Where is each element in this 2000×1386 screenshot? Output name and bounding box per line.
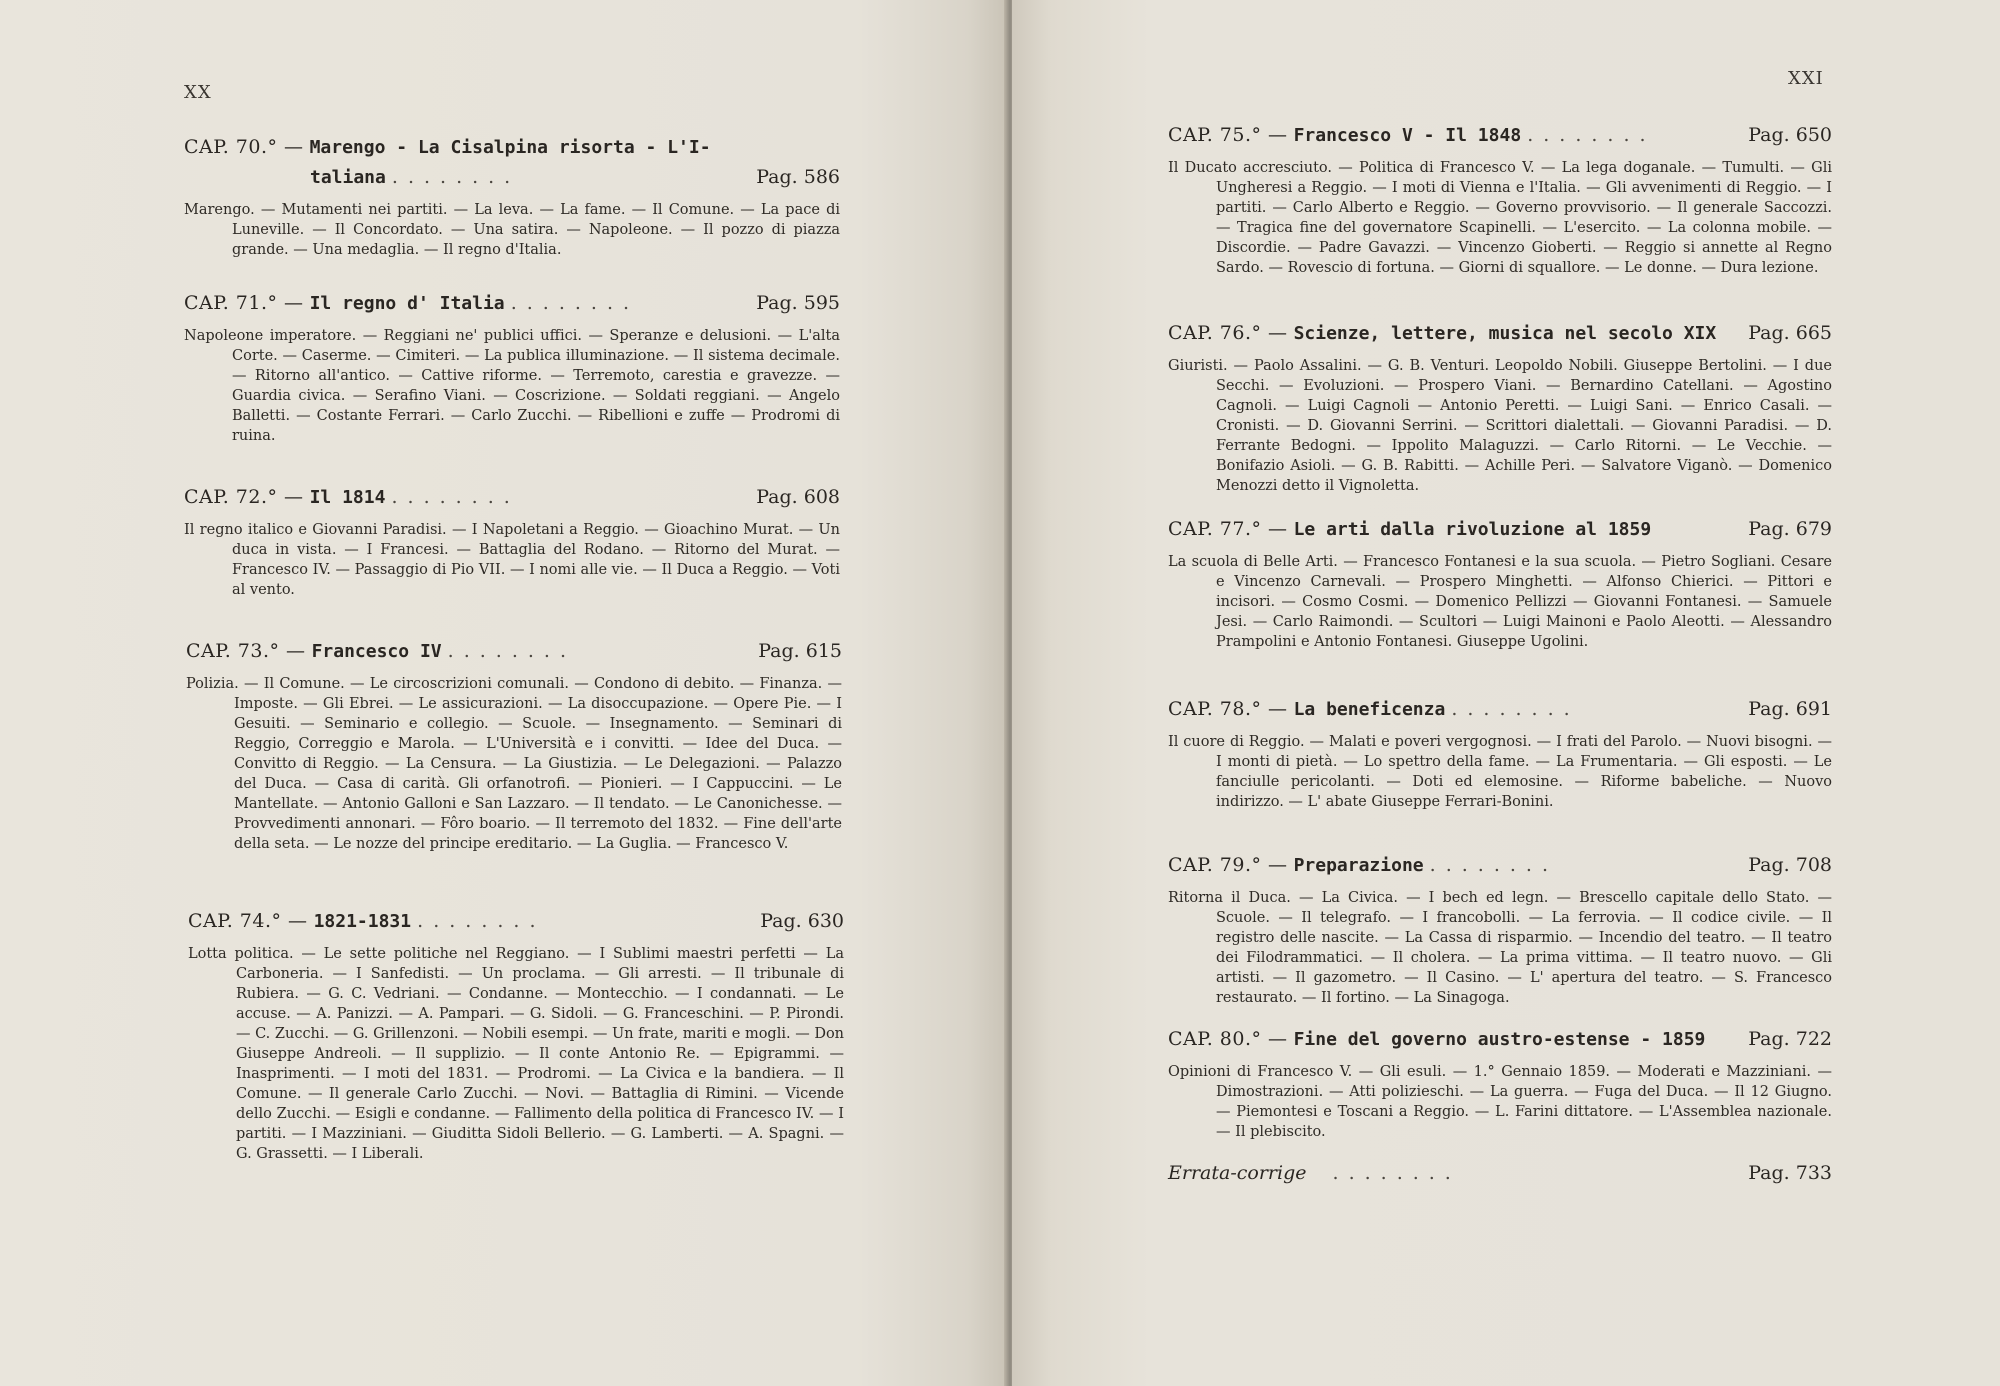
- chapter-70-number: CAP. 70.° —: [184, 136, 304, 158]
- chapter-72-title: Il 1814: [309, 487, 386, 508]
- chapter-75-title: Francesco V - Il 1848: [1293, 125, 1522, 146]
- chapter-73-summary: Polizia. — Il Comune. — Le circoscrizioni comunali. — Condono di debito. — Finanza. — Imposte. — Gli Ebrei. — Le assicurazioni. — La disoccupazione. — Opere Pie. — I Gesuiti. — Seminario e collegio. — Scuole. — Insegnamento. — Seminari di Reggio, Correggio e Marola. — L'Università e i convitti. — Idee del Duca. — Convitto di Reggio. — La Censura. — La Giustizia. — Le Delegazioni. — Palazzo del Duca. — Casa di carità. Gli orfanotrofi. — Pionieri. — I Cappuccini. — Le Mantellate. — Antonio Galloni e San Lazzaro. — Il tendato. — Le Canonichesse. — Provvedimenti annonari. — Fôro boario. — Il terremoto del 1832. — Fine dell'arte della seta. — Le nozze del principe ereditario. — La Guglia. — Francesco V.: [186, 676, 842, 852]
- chapter-75-heading: [1168, 122, 1832, 152]
- chapter-72-summary: Il regno italico e Giovanni Paradisi. — I Napoletani a Reggio. — Gioachino Murat. — Un duca in vista. — I Francesi. — Battaglia del Rodano. — Ritorno del Murat. — Francesco IV. — Passaggio di Pio VII. — I nomi alle vie. — Il Duca a Reggio. — Voti al vento.: [184, 522, 840, 598]
- chapter-75: [1168, 122, 1832, 278]
- chapter-73-page: Pag. 615: [758, 640, 842, 662]
- chapter-70-title-cont: taliana: [310, 167, 386, 188]
- chapter-74-heading: [188, 908, 844, 938]
- chapter-71-summary: Napoleone imperatore. — Reggiani ne' publici uffici. — Speranze e delusioni. — L'alta Corte. — Caserme. — Cimiteri. — La publica illuminazione. — Il sistema decimale. — Ritorno all'antico. — Cattive riforme. — Terremoto, carestia e gravezze. — Guardia civica. — Serafino Viani. — Coscrizione. — Soldati reggiani. — Angelo Balletti. — Costante Ferrari. — Carlo Zucchi. — Ribellioni e zuffe — Prodromi di ruina.: [184, 328, 840, 444]
- chapter-77-number: CAP. 77.° —: [1168, 518, 1288, 540]
- chapter-77-summary: La scuola di Belle Arti. — Francesco Fontanesi e la sua scuola. — Pietro Sogliani. Cesare e Vincenzo Carnevali. — Prospero Minghetti. — Alfonso Chierici. — Pittori e incisori. — Cosmo Cosmi. — Domenico Pellizzi — Giovanni Fontanesi. — Samuele Jesi. — Carlo Raimondi. — Scultori — Luigi Mainoni e Paolo Aleotti. — Alessandro Prampolini e Antonio Fontanesi. Giuseppe Ugolini.: [1168, 554, 1832, 650]
- chapter-72-page: Pag. 608: [756, 486, 840, 508]
- chapter-78-heading: [1168, 696, 1832, 726]
- right-folio: XXI: [1788, 68, 1824, 89]
- chapter-79-page: Pag. 708: [1748, 854, 1832, 876]
- dot-leader: ........: [1332, 1162, 1461, 1184]
- chapter-74-number: CAP. 74.° —: [188, 910, 308, 932]
- chapter-73: [186, 638, 842, 854]
- dot-leader: ........: [1527, 124, 1656, 146]
- chapter-73-heading: [186, 638, 842, 668]
- chapter-72-number: CAP. 72.° —: [184, 486, 304, 508]
- chapter-79-title: Preparazione: [1293, 855, 1424, 876]
- right-page: [1012, 0, 2000, 1386]
- chapter-76: [1168, 320, 1832, 496]
- chapter-77-heading: [1168, 516, 1832, 546]
- dot-leader: ........: [1429, 854, 1558, 876]
- chapter-78-summary: Il cuore di Reggio. — Malati e poveri vergognosi. — I frati del Parolo. — Nuovi bisogni. — I monti di pietà. — Lo spettro della fame. — La Frumentaria. — Gli esposti. — Le fanciulle pericolanti. — Doti ed elemosine. — Riforme babeliche. — Nuovo indirizzo. — L' abate Giuseppe Ferrari-Bonini.: [1168, 734, 1832, 810]
- chapter-75-summary: Il Ducato accresciuto. — Politica di Francesco V. — La lega doganale. — Tumulti. — Gli Ungheresi a Reggio. — I moti di Vienna e l'Italia. — Gli avvenimenti di Reggio. — I partiti. — Carlo Alberto e Reggio. — Governo provvisorio. — Il generale Saccozzi. — Tragica fine del governatore Scapinelli. — L'esercito. — La colonna mobile. — Discordie. — Padre Gavazzi. — Vincenzo Gioberti. — Reggio si annette al Regno Sardo. — Rovescio di fortuna. — Giorni di squallore. — Le donne. — Dura lezione.: [1168, 160, 1832, 276]
- chapter-79-summary: Ritorna il Duca. — La Civica. — I bech ed legn. — Brescello capitale dello Stato. — Scuole. — Il telegrafo. — I francobolli. — La ferrovia. — Il codice civile. — Il registro delle nascite. — La Cassa di risparmio. — Incendio del teatro. — Il teatro dei Filodrammatici. — Il cholera. — La prima vittima. — Il teatro nuovo. — Gli artisti. — Il gazometro. — Il Casino. — L' apertura del teatro. — S. Francesco restaurato. — Il fortino. — La Sinagoga.: [1168, 890, 1832, 1006]
- chapter-70-heading: [184, 134, 840, 164]
- chapter-80-summary: Opinioni di Francesco V. — Gli esuli. — 1.° Gennaio 1859. — Moderati e Mazziniani. — Dimostrazioni. — Atti polizieschi. — La guerra. — Fuga del Duca. — Il 12 Giugno. — Piemontesi e Toscani a Reggio. — L. Farini dittatore. — L'Assemblea nazionale. — Il plebiscito.: [1168, 1064, 1832, 1140]
- chapter-80: [1168, 1026, 1832, 1142]
- dot-leader: ........: [447, 640, 576, 662]
- chapter-70-heading-line2: [184, 164, 840, 194]
- chapter-76-title: Scienze, lettere, musica nel secolo XIX: [1293, 323, 1717, 344]
- dot-leader: ........: [510, 292, 640, 314]
- left-folio: XX: [184, 82, 212, 103]
- chapter-80-number: CAP. 80.° —: [1168, 1028, 1288, 1050]
- chapter-78-number: CAP. 78.° —: [1168, 698, 1288, 720]
- chapter-76-number: CAP. 76.° —: [1168, 322, 1288, 344]
- chapter-79-number: CAP. 79.° —: [1168, 854, 1288, 876]
- chapter-74-title: 1821-1831: [313, 911, 412, 932]
- dot-leader: ........: [391, 486, 520, 508]
- dot-leader: ........: [391, 166, 521, 188]
- chapter-77-title: Le arti dalla rivoluzione al 1859: [1293, 519, 1652, 540]
- chapter-73-number: CAP. 73.° —: [186, 640, 306, 662]
- chapter-70-page: Pag. 586: [756, 166, 840, 188]
- chapter-74: [188, 908, 844, 1164]
- chapter-71-heading: [184, 290, 840, 320]
- chapter-74-page: Pag. 630: [760, 910, 844, 932]
- chapter-80-page: Pag. 722: [1748, 1028, 1832, 1050]
- chapter-80-title: Fine del governo austro-estense - 1859: [1293, 1029, 1706, 1050]
- chapter-71-title: Il regno d' Italia: [309, 293, 505, 314]
- chapter-80-heading: [1168, 1026, 1832, 1056]
- chapter-71-page: Pag. 595: [756, 292, 840, 314]
- errata-corrige-entry: [1168, 1162, 1832, 1184]
- chapter-78-page: Pag. 691: [1748, 698, 1832, 720]
- errata-page: Pag. 733: [1748, 1162, 1832, 1184]
- chapter-73-title: Francesco IV: [311, 641, 442, 662]
- chapter-79-heading: [1168, 852, 1832, 882]
- chapter-78-title: La beneficenza: [1293, 699, 1446, 720]
- chapter-70-title: Marengo - La Cisalpina risorta - L'I-: [309, 137, 711, 158]
- chapter-75-number: CAP. 75.° —: [1168, 124, 1288, 146]
- dot-leader: ........: [417, 910, 546, 932]
- chapter-72: [184, 484, 840, 600]
- chapter-70: [184, 134, 840, 260]
- chapter-76-page: Pag. 665: [1748, 322, 1832, 344]
- chapter-71-number: CAP. 71.° —: [184, 292, 304, 314]
- chapter-74-summary: Lotta politica. — Le sette politiche nel Reggiano. — I Sublimi maestri perfetti — La Carboneria. — I Sanfedisti. — Un proclama. — Gli arresti. — Il tribunale di Rubiera. — G. C. Vedriani. — Condanne. — Montecchio. — I condannati. — Le accuse. — A. Panizzi. — A. Pampari. — G. Sidoli. — G. Franceschini. — P. Pirondi. — C. Zucchi. — G. Grillenzoni. — Nobili esempi. — Un frate, mariti e mogli. — Don Giuseppe Andreoli. — Il supplizio. — Il conte Antonio Re. — Epigrammi. — Inasprimenti. — I moti del 1831. — Prodromi. — La Civica e la bandiera. — Il Comune. — Il generale Carlo Zucchi. — Novi. — Battaglia di Rimini. — Vicende dello Zucchi. — Esigli e condanne. — Fallimento della politica di Francesco IV. — I partiti. — I Mazziniani. — Giuditta Sidoli Bellerio. — G. Lamberti. — A. Spagni. — G. Grassetti. — I Liberali.: [188, 946, 845, 1162]
- chapter-78: [1168, 696, 1832, 812]
- chapter-77: [1168, 516, 1832, 652]
- chapter-72-heading: [184, 484, 840, 514]
- chapter-71: [184, 290, 840, 446]
- chapter-70-summary: Marengo. — Mutamenti nei partiti. — La leva. — La fame. — Il Comune. — La pace di Luneville. — Il Concordato. — Una satira. — Napoleone. — Il pozzo di piazza grande. — Una medaglia. — Il regno d'Italia.: [184, 202, 840, 258]
- chapter-77-page: Pag. 679: [1748, 518, 1832, 540]
- chapter-79: [1168, 852, 1832, 1008]
- chapter-76-summary: Giuristi. — Paolo Assalini. — G. B. Venturi. Leopoldo Nobili. Giuseppe Bertolini. — I due Secchi. — Evoluzioni. — Prospero Viani. — Bernardino Catellani. — Agostino Cagnoli. — Luigi Cagnoli — Antonio Peretti. — Luigi Sani. — Enrico Casali. — Cronisti. — D. Giovanni Serrini. — Scrittori dialettali. — Giovanni Paradisi. — D. Ferrante Bedogni. — Ippolito Malaguzzi. — Carlo Ritorni. — Le Vecchie. — Bonifazio Asioli. — G. B. Rabitti. — Achille Peri. — Salvatore Viganò. — Domenico Menozzi detto il Vignoletta.: [1168, 358, 1832, 494]
- chapter-76-heading: [1168, 320, 1832, 350]
- errata-label: Errata-corrige: [1168, 1162, 1307, 1184]
- dot-leader: ........: [1451, 698, 1580, 720]
- chapter-75-page: Pag. 650: [1748, 124, 1832, 146]
